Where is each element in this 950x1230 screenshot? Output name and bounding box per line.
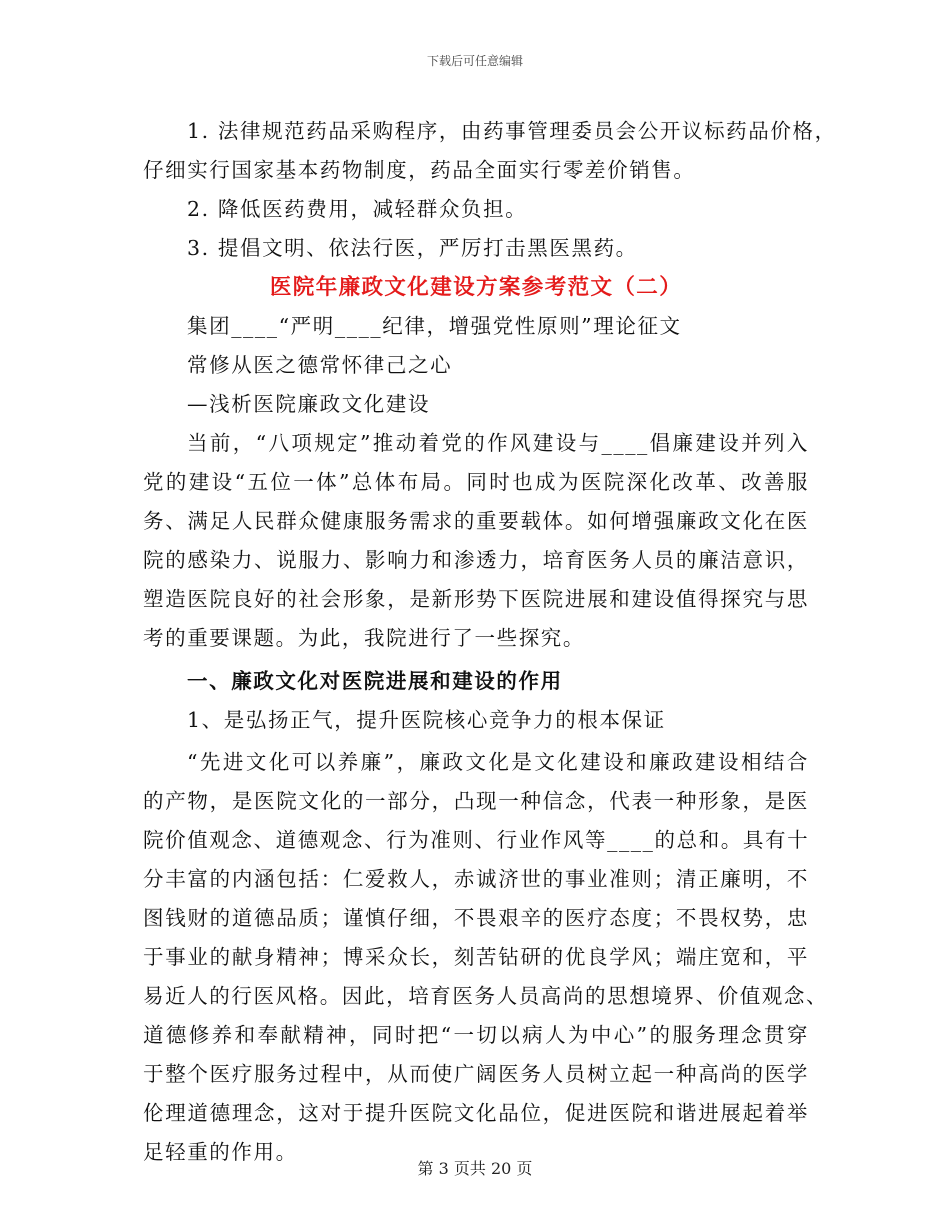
sub-item-1: 1、是弘扬正气，提升医院核心竞争力的根本保证: [187, 708, 666, 732]
paragraph-2-line: 分丰富的内涵包括：仁爱救人，赤诚济世的事业准则；清正廉明，不: [143, 867, 809, 891]
list-item-1-line-1: 1. 法律规范药品采购程序，由药事管理委员会公开议标药品价格，: [187, 119, 837, 143]
document-body: [143, 112, 837, 1172]
paragraph-2-line: 于整个医疗服务过程中，从而使广阔医务人员树立起一种高尚的医学: [143, 1062, 809, 1086]
paragraph-1-line: 党的建设“五位一体”总体布局。同时也成为医院深化改革、改善服: [143, 470, 809, 494]
subtitle-line-1: 集团____“严明____纪律，增强党性原则”理论征文: [187, 314, 682, 338]
paragraph-2-line: 足轻重的作用。: [143, 1140, 298, 1164]
paragraph-2-line: “先进文化可以养廉”，廉政文化是文化建设和廉政建设相结合: [187, 750, 809, 774]
paragraph-1-line: 当前，“八项规定”推动着党的作风建设与____倡廉建设并列入: [187, 431, 809, 455]
paragraph-2-line: 院价值观念、道德观念、行为准则、行业作风等____的总和。具有十: [143, 828, 810, 852]
paragraph-2-line: 图钱财的道德品质；谨慎仔细，不畏艰辛的医疗态度；不畏权势，忠: [143, 906, 809, 930]
paragraph-2-line: 道德修养和奉献精神，同时把“一切以病人为中心”的服务理念贯穿: [143, 1023, 809, 1047]
paragraph-2-line: 易近人的行医风格。因此，培育医务人员高尚的思想境界、价值观念、: [143, 984, 829, 1008]
paragraph-2-line: 于事业的献身精神；博采众长，刻苦钻研的优良学风；端庄宽和，平: [143, 945, 809, 969]
list-item-3: 3. 提倡文明、依法行医，严厉打击黑医黑药。: [187, 236, 638, 260]
section-heading-1: 一、廉政文化对医院进展和建设的作用: [187, 669, 563, 693]
page-header: 下载后可任意编辑: [426, 54, 523, 68]
subtitle-line-2: 常修从医之德常怀律己之心: [187, 353, 453, 377]
paragraph-1-line: 院的感染力、说服力、影响力和渗透力，培育医务人员的廉洁意识，: [143, 548, 809, 572]
paragraph-1-line: 塑造医院良好的社会形象，是新形势下医院进展和建设值得探究与思: [143, 587, 809, 611]
list-item-2: 2. 降低医药费用，减轻群众负担。: [187, 197, 528, 221]
list-item-1-line-2: 仔细实行国家基本药物制度，药品全面实行零差价销售。: [143, 158, 696, 182]
paragraph-2-line: 伦理道德理念，这对于提升医院文化品位，促进医院和谐进展起着举: [143, 1101, 809, 1125]
paragraph-1-line: 务、满足人民群众健康服务需求的重要载体。如何增强廉政文化在医: [143, 509, 809, 533]
page-footer: 第 3 页共 20 页: [417, 1159, 533, 1178]
document-title: 医院年廉政文化建设方案参考范文（二）: [269, 275, 683, 300]
subtitle-line-3: —浅析医院廉政文化建设: [187, 392, 431, 416]
paragraph-2-line: 的产物，是医院文化的一部分，凸现一种信念，代表一种形象，是医: [143, 789, 809, 813]
paragraph-1-line: 考的重要课题。为此，我院进行了一些探究。: [143, 626, 585, 650]
